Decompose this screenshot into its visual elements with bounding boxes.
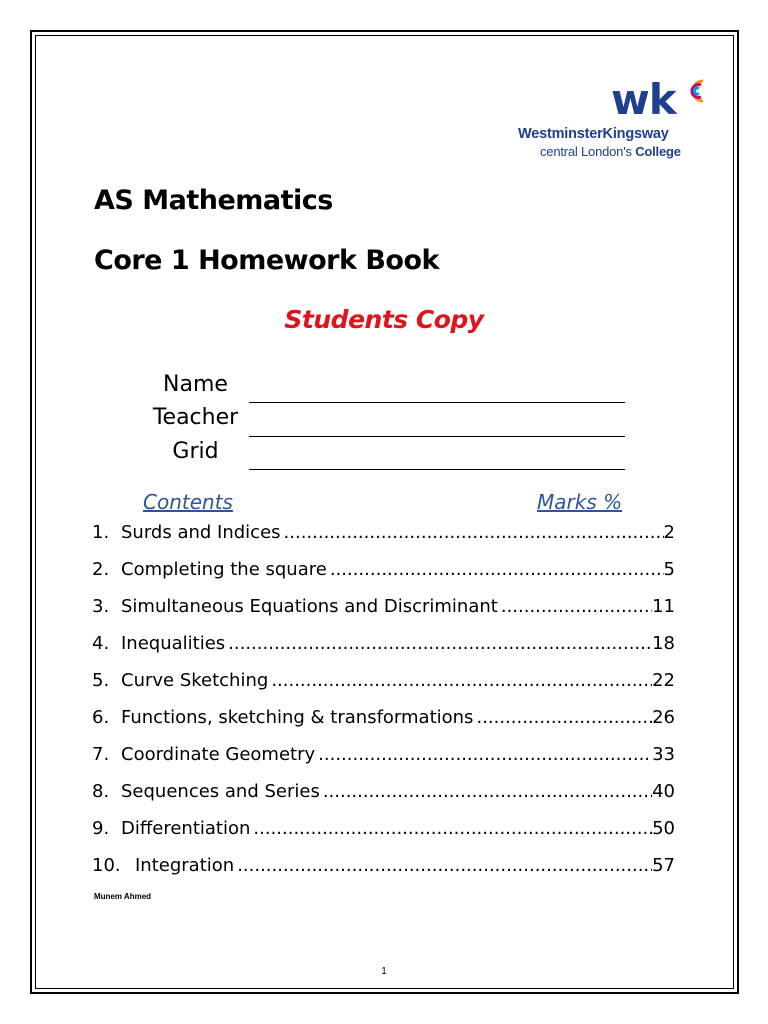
document-title: AS Mathematics xyxy=(94,185,333,216)
toc-item[interactable] xyxy=(92,707,675,744)
toc-item-number: 5. xyxy=(92,670,110,691)
toc-item[interactable] xyxy=(92,559,675,596)
toc-item-title: Integration xyxy=(135,855,235,876)
grid-label: Grid xyxy=(172,439,219,464)
toc-item[interactable] xyxy=(92,633,675,670)
grid-field-line[interactable] xyxy=(249,469,625,470)
toc-item-title: Coordinate Geometry xyxy=(121,744,316,765)
toc-dot-leader xyxy=(250,818,652,839)
toc-item-page: 18 xyxy=(652,633,675,654)
toc-item-title: Completing the square xyxy=(121,559,327,580)
toc-item-title: Functions, sketching & transformations xyxy=(121,707,474,728)
college-logo xyxy=(515,76,695,166)
toc-item-title: Inequalities xyxy=(121,633,226,654)
toc-dot-leader xyxy=(281,522,664,543)
toc-item-number: 2. xyxy=(92,559,110,580)
toc-item-number: 3. xyxy=(92,596,110,617)
toc-dot-leader xyxy=(327,559,664,580)
toc-dot-leader xyxy=(473,707,652,728)
page-number: 1 xyxy=(381,966,387,977)
toc-item-page: 33 xyxy=(652,744,675,765)
logo-tagline-bold: College xyxy=(635,144,681,159)
toc-item[interactable] xyxy=(92,744,675,781)
table-of-contents xyxy=(92,522,675,892)
toc-item-page: 5 xyxy=(663,559,675,580)
toc-item-title: Simultaneous Equations and Discriminant xyxy=(121,596,498,617)
teacher-label: Teacher xyxy=(152,405,239,430)
toc-item[interactable] xyxy=(92,818,675,855)
toc-item[interactable] xyxy=(92,781,675,818)
teacher-field-line[interactable] xyxy=(249,436,625,437)
toc-dot-leader xyxy=(268,670,652,691)
toc-dot-leader xyxy=(320,781,652,802)
logo-college-name: WestminsterKingsway xyxy=(518,126,669,142)
author-name: Munem Ahmed xyxy=(94,892,152,901)
name-label: Name xyxy=(163,372,228,397)
contents-heading: Contents xyxy=(143,490,233,514)
toc-item-page: 2 xyxy=(663,522,675,543)
logo-tagline-prefix: central London's xyxy=(540,144,636,159)
toc-item-page: 22 xyxy=(652,670,675,691)
toc-item-number: 1. xyxy=(92,522,110,543)
toc-dot-leader xyxy=(498,596,652,617)
toc-item[interactable] xyxy=(92,596,675,633)
toc-item-page: 11 xyxy=(652,596,675,617)
toc-item-number: 8. xyxy=(92,781,110,802)
toc-item[interactable] xyxy=(92,522,675,559)
toc-dot-leader xyxy=(315,744,652,765)
students-copy-label: Students Copy xyxy=(284,305,484,334)
logo-mark: wk xyxy=(611,75,676,124)
toc-item-page: 50 xyxy=(652,818,675,839)
toc-item[interactable] xyxy=(92,855,675,892)
toc-item-number: 9. xyxy=(92,818,110,839)
toc-dot-leader xyxy=(225,633,652,654)
marks-heading: Marks % xyxy=(537,490,623,514)
toc-item-number: 4. xyxy=(92,633,110,654)
logo-tagline xyxy=(540,144,681,159)
toc-item-title: Curve Sketching xyxy=(121,670,269,691)
toc-item-number: 10. xyxy=(92,855,121,876)
toc-item-number: 7. xyxy=(92,744,110,765)
name-field-line[interactable] xyxy=(249,402,625,403)
logo-c-rings-icon xyxy=(683,76,707,106)
toc-item-page: 40 xyxy=(652,781,675,802)
toc-item-title: Sequences and Series xyxy=(121,781,320,802)
toc-item[interactable] xyxy=(92,670,675,707)
document-subtitle: Core 1 Homework Book xyxy=(94,245,439,276)
toc-dot-leader xyxy=(234,855,652,876)
toc-item-page: 26 xyxy=(652,707,675,728)
toc-item-title: Differentiation xyxy=(121,818,251,839)
toc-item-number: 6. xyxy=(92,707,110,728)
toc-item-title: Surds and Indices xyxy=(121,522,281,543)
toc-item-page: 57 xyxy=(652,855,675,876)
